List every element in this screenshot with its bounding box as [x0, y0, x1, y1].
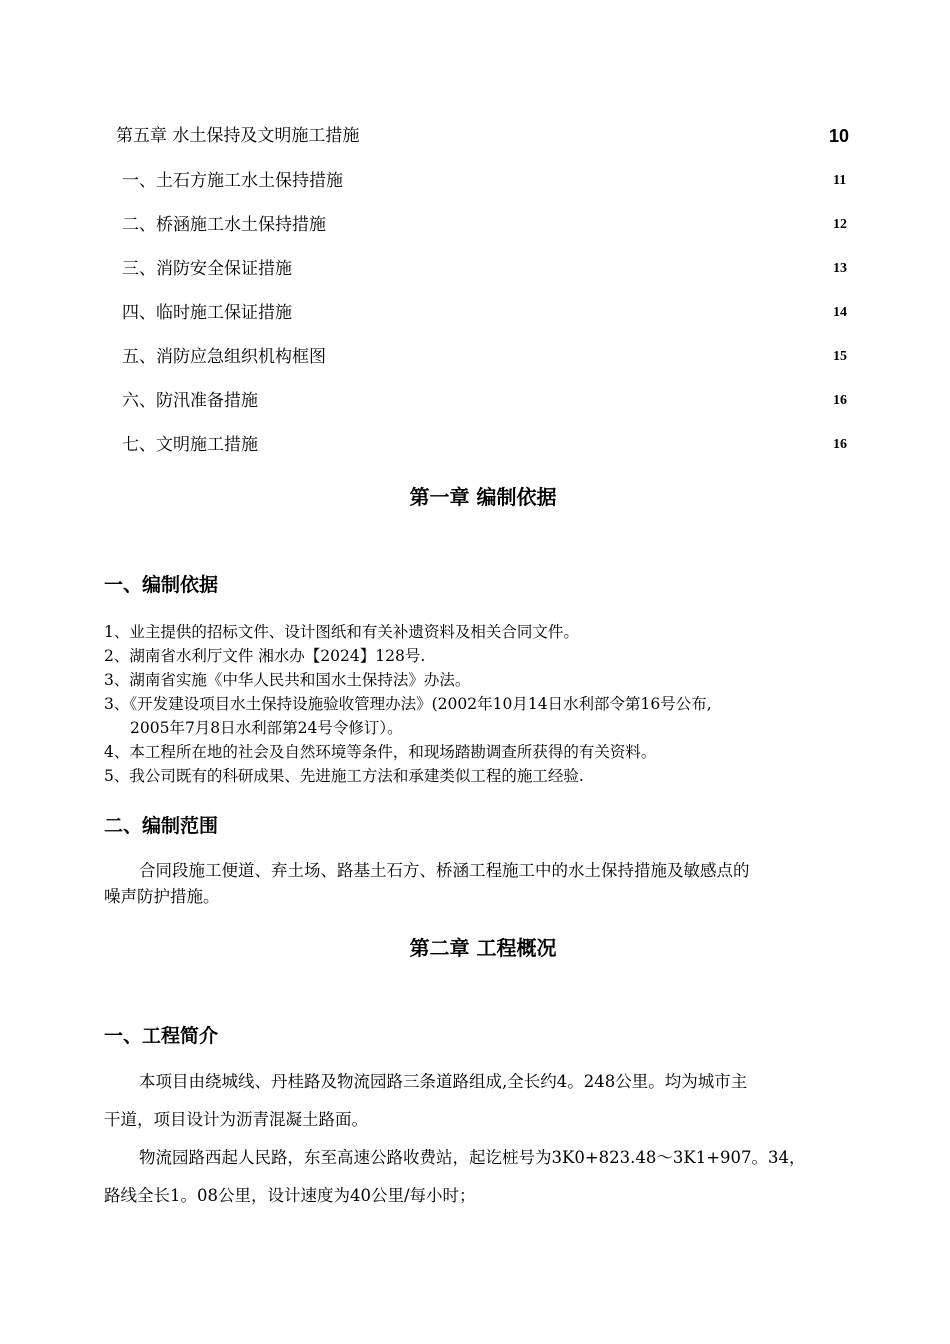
toc-entry[interactable]	[0, 254, 950, 284]
list-item: 2、湖南省水利厅文件 湘水办【2024】128号.	[104, 647, 426, 665]
toc-label: 四、临时施工保证措施	[122, 303, 292, 323]
toc-page-number: 12	[833, 217, 847, 232]
paragraph-line: 物流园路西起人民路，东至高速公路收费站，起讫桩号为3K0+823.48～3K1+907。34，	[139, 1148, 806, 1167]
toc-page-number: 13	[833, 261, 847, 276]
paragraph-line: 噪声防护措施。	[104, 887, 220, 906]
paragraph-line: 干道，项目设计为沥青混凝土路面。	[104, 1110, 368, 1129]
toc-page-number: 11	[833, 173, 847, 188]
toc-label: 五、消防应急组织机构框图	[122, 347, 326, 367]
section-heading: 一、工程简介	[104, 1025, 219, 1047]
toc-label: 七、文明施工措施	[122, 435, 258, 455]
paragraph-line: 本项目由绕城线、丹桂路及物流园路三条道路组成,全长约4。248公里。均为城市主	[139, 1072, 748, 1091]
toc-page-number: 14	[833, 305, 847, 320]
scope-paragraph	[104, 858, 874, 910]
chapter-title: 第二章 工程概况	[409, 936, 557, 960]
toc-page-number: 16	[833, 393, 847, 408]
list-item: 3、《开发建设项目水土保持设施验收管理办法》(2002年10月14日水利部令第16号公布,	[104, 695, 712, 713]
toc-entry[interactable]	[0, 342, 950, 372]
toc-chapter-entry[interactable]	[0, 121, 950, 151]
toc-entry[interactable]	[0, 386, 950, 416]
toc-page-number: 16	[833, 437, 847, 452]
overview-paragraph	[104, 1063, 874, 1215]
toc-label: 一、土石方施工水土保持措施	[122, 171, 343, 191]
toc-page-number: 15	[833, 349, 847, 364]
list-item: 4、本工程所在地的社会及自然环境等条件，和现场踏勘调查所获得的有关资料。	[104, 743, 657, 761]
toc-entry[interactable]	[0, 298, 950, 328]
section-heading: 一、编制依据	[104, 574, 219, 596]
list-item: 1、业主提供的招标文件、设计图纸和有关补遗资料及相关合同文件。	[104, 623, 579, 641]
paragraph-line: 路线全长1。08公里，设计速度为40公里/每小时；	[104, 1186, 476, 1205]
toc-label: 第五章 水土保持及文明施工措施	[116, 126, 360, 146]
toc-label: 二、桥涵施工水土保持措施	[122, 215, 326, 235]
section-heading: 二、编制范围	[104, 815, 219, 837]
paragraph-line: 合同段施工便道、弃土场、路基土石方、桥涵工程施工中的水土保持措施及敏感点的	[139, 861, 750, 880]
list-item: 3、湖南省实施《中华人民共和国水土保持法》办法。	[104, 671, 471, 689]
basis-list	[104, 620, 874, 788]
toc-entry[interactable]	[0, 430, 950, 460]
list-item: 5、我公司既有的科研成果、先进施工方法和承建类似工程的施工经验.	[104, 767, 584, 785]
toc-label: 三、消防安全保证措施	[122, 259, 292, 279]
toc-label: 六、防汛准备措施	[122, 391, 258, 411]
toc-entry[interactable]	[0, 210, 950, 240]
chapter-title: 第一章 编制依据	[409, 485, 557, 509]
toc-page-number: 10	[829, 126, 850, 146]
list-item-continuation: 2005年7月8日水利部第24号令修订）。	[130, 719, 403, 737]
toc-entry[interactable]	[0, 166, 950, 196]
